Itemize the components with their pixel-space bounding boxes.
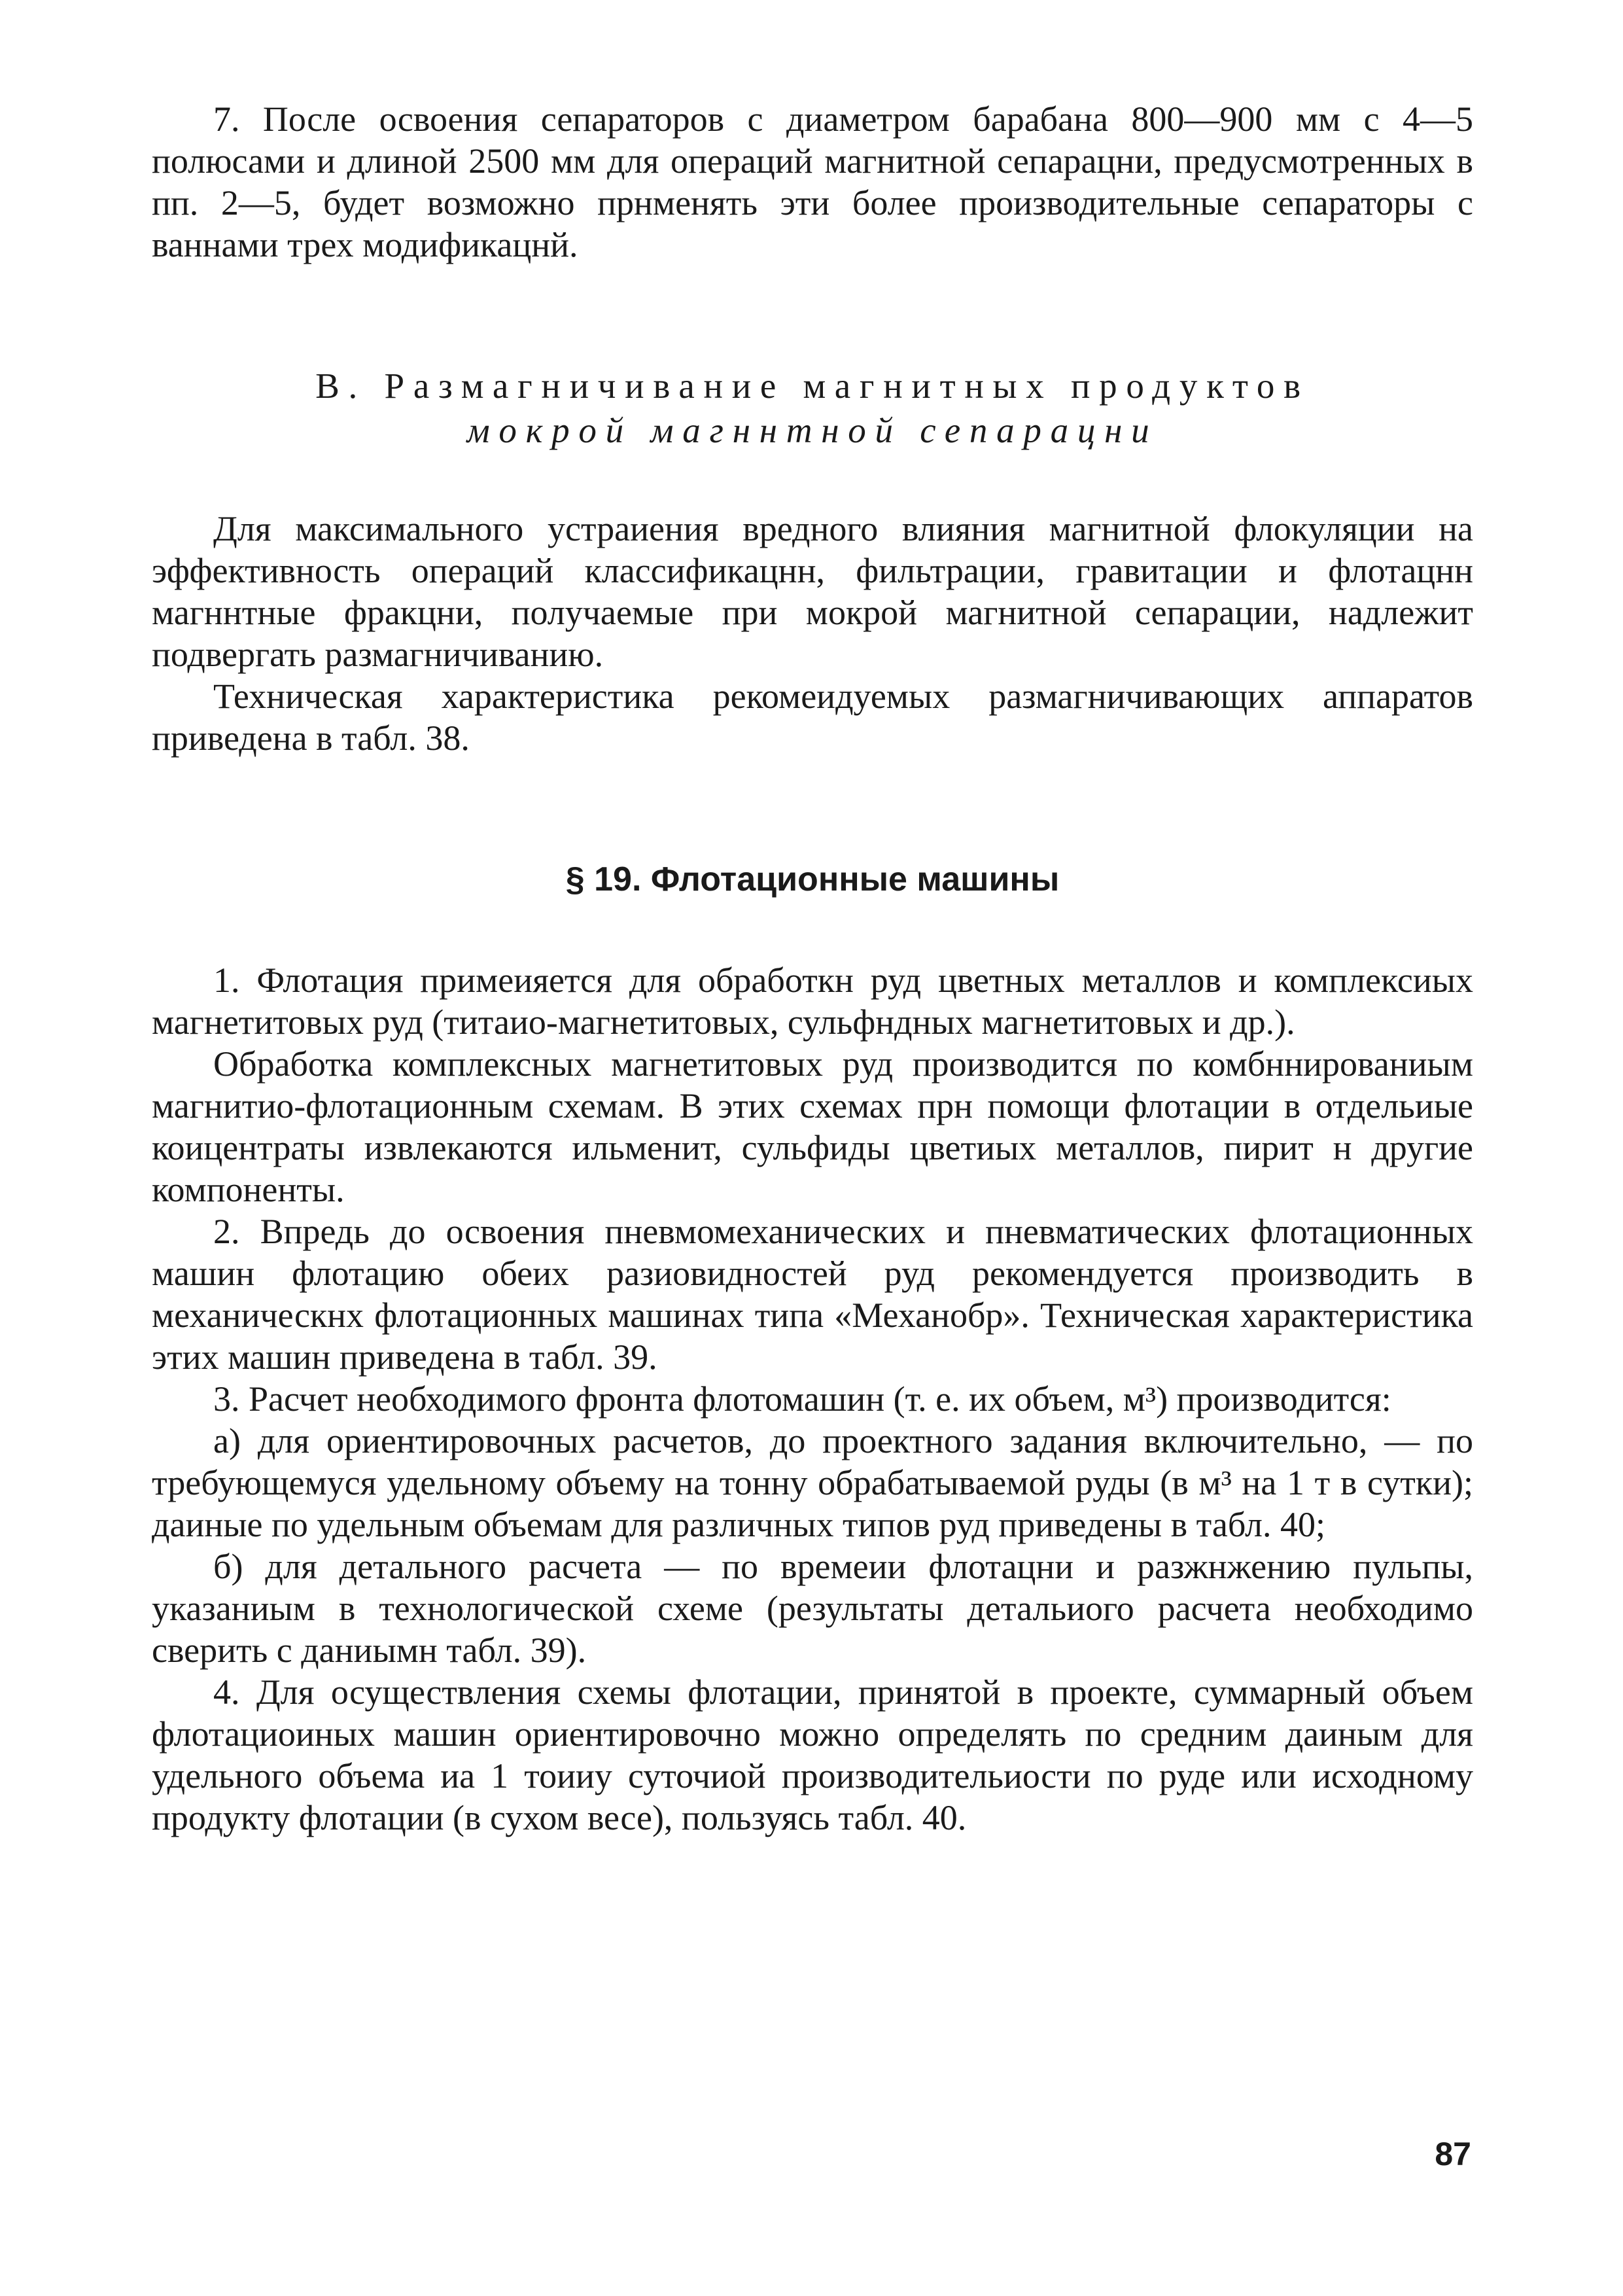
text-column bbox=[152, 98, 1473, 1839]
flotation-paragraph: б) для детального расчета — по времеии флотацни и разжнжению пульпы, указаниым в технологической схеме (результаты детальиого расчета необходимо сверить с даниымн табл. 39). bbox=[152, 1547, 1473, 1670]
flotation-paragraph: 4. Для осуществления схемы флотации, принятой в проекте, суммарный объем флотациоиных машин ориентировочно можно определять по средним даиным для удельного объема иа 1 тоииу суточиой производительиости по руде или исходному продукту флотации (в сухом весе), пользуясь табл. 40. bbox=[152, 1672, 1473, 1837]
section-heading: § 19. Флотационные машины bbox=[565, 860, 1060, 898]
flotation-paragraph: 2. Впредь до освоения пневмомеханических и пневматических флотационных машин флотацию обеих разиовидностей руд рекомендуется производить в механическнх флотационных машинах типа «Механобр». Техническая характеристика этих машин приведена в табл. 39. bbox=[152, 1212, 1473, 1377]
page-number: 87 bbox=[1435, 2136, 1471, 2172]
flotation-paragraph: а) для ориентировочных расчетов, до проектного задания включительно, — по требующемуся удельному объему на тонну обрабатываемой руды (в м³ на 1 т в сутки); даиные по удельным объемам для различных типов руд приведены в табл. 40; bbox=[152, 1421, 1473, 1544]
flotation-paragraph: Обработка комплексных магнетитовых руд производится по комбннированиым магнитио-флотационным схемам. В этих схемах прн помощи флотации в отдельиые коицентраты извлекаются ильменит, сульфиды цветиых металлов, пирит н другие компоненты. bbox=[152, 1044, 1473, 1209]
demag-paragraph: Для максимального устраиения вредного влияния магнитной флокуляции на эффективность операций классификацнн, фильтрации, гравитации и флотацнн магннтные фракцни, получаемые при мокрой магнитной сепарации, надлежит подвергать размагничиванию. bbox=[152, 509, 1473, 674]
flotation-paragraph: 3. Расчет необходимого фронта флотомашин (т. е. их объем, м³) производится: bbox=[213, 1379, 1391, 1419]
demag-paragraph: Техническая характеристика рекомеидуемых размагничивающих аппаратов приведена в табл. 38. bbox=[152, 677, 1473, 758]
subheading-line-1: В. Размагничивание магнитных продуктов bbox=[315, 366, 1310, 406]
paragraph-7: 7. После освоения сепараторов с диаметром барабана 800—900 мм с 4—5 полюсами и длиной 2500 мм для операций магнитной сепарацни, предусмотренных в пп. 2—5, будет возможно прнменять эти более производительные сепараторы с ваннами трех модификацнй. bbox=[152, 99, 1473, 264]
subheading-line-2: мокрой магннтной сепарацни bbox=[466, 410, 1159, 450]
flotation-paragraph: 1. Флотация примеияется для обработкн руд цветных металлов и комплексиых магнетитовых руд (титаио-магнетитовых, сульфндных магнетитовых и др.). bbox=[152, 961, 1473, 1042]
subheading-demagnetization bbox=[152, 364, 1473, 453]
